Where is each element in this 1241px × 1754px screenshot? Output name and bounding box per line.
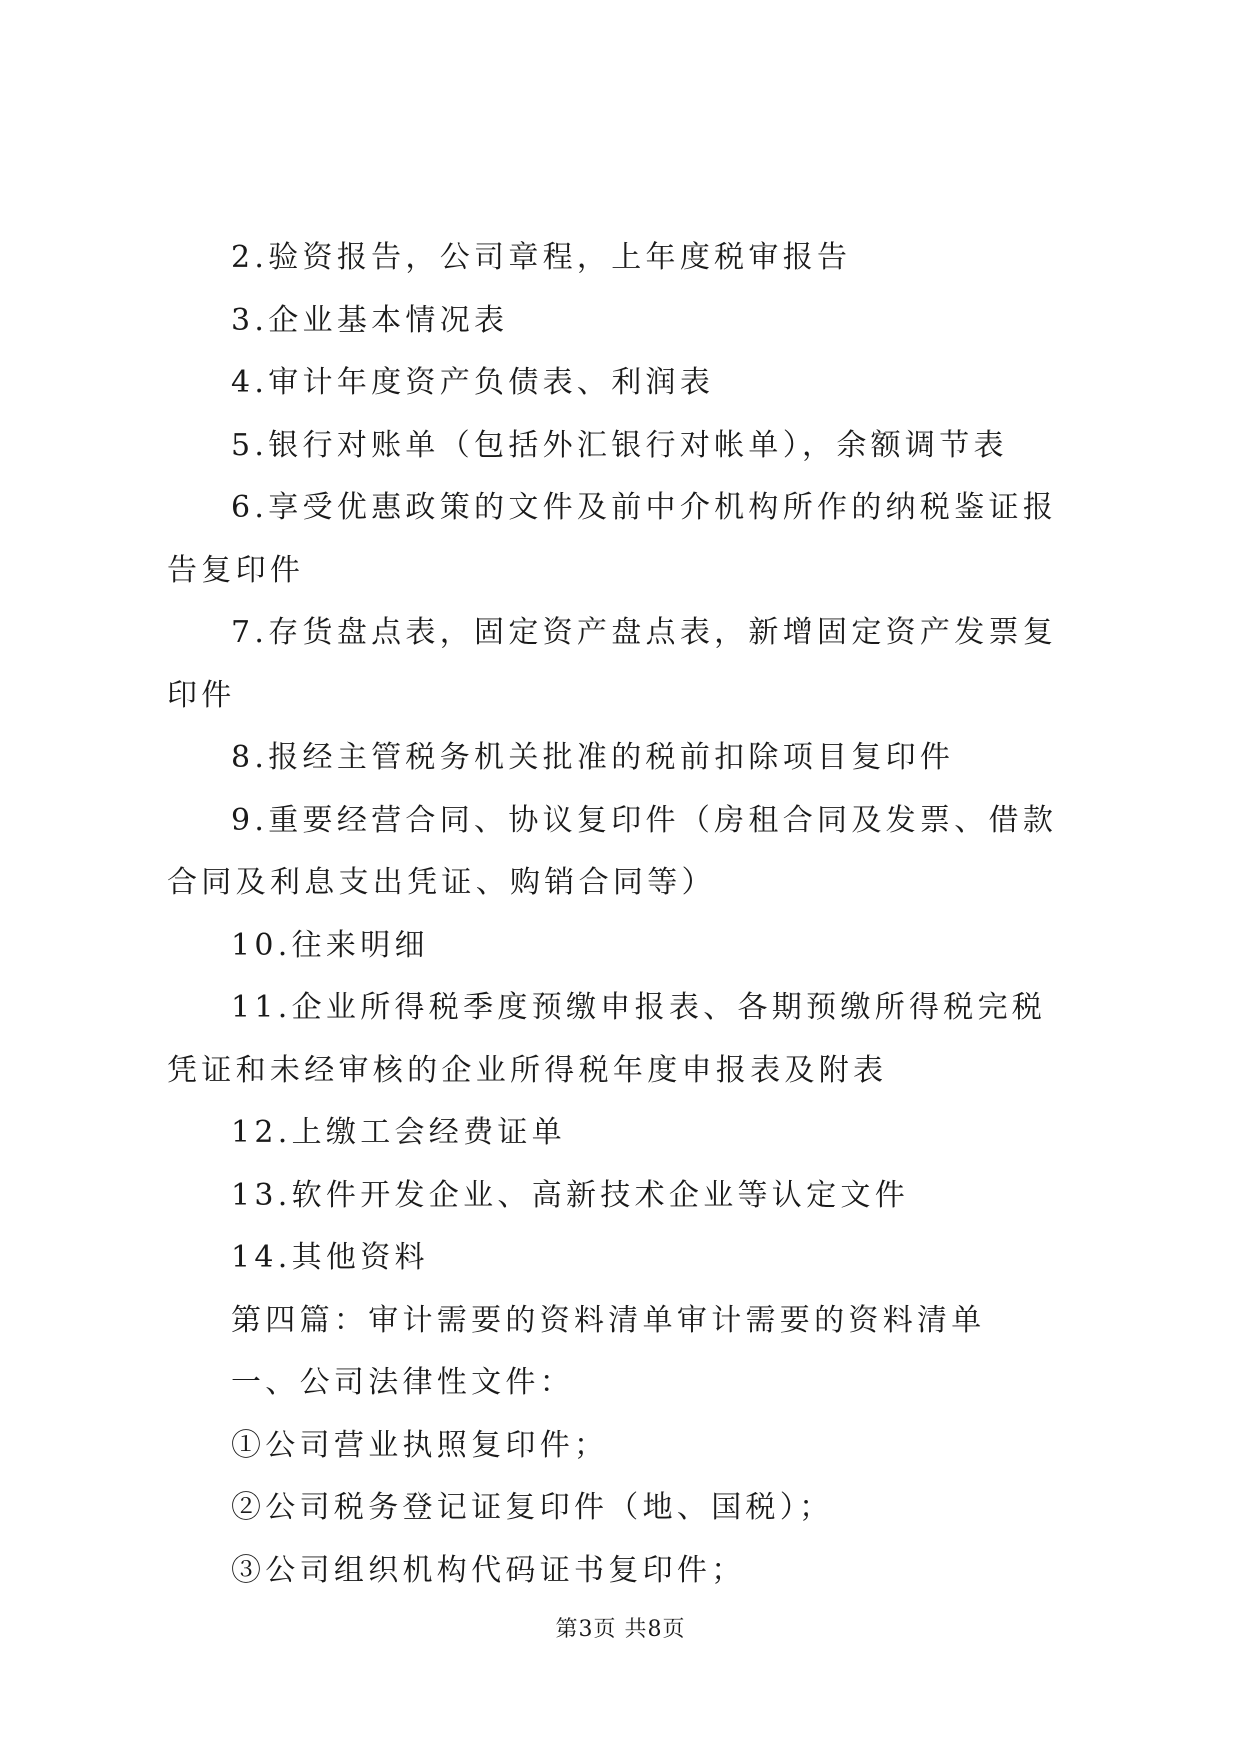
page-number-footer: 第3页 共8页 (555, 1617, 686, 1642)
paragraph: 11.企业所得税季度预缴申报表、各期预缴所得税完税凭证和未经审核的企业所得税年度申报表及附表 (167, 990, 1047, 1088)
paragraph: 10.往来明细 (231, 927, 429, 963)
list-item: ③公司组织机构代码证书复印件； (231, 1552, 746, 1588)
section-heading: 第四篇：审计需要的资料清单审计需要的资料清单 (231, 1302, 986, 1338)
paragraph: 5.银行对账单（包括外汇银行对帐单），余额调节表 (231, 427, 1008, 463)
paragraph: 9.重要经营合同、协议复印件（房租合同及发票、借款合同及利息支出凭证、购销合同等） (167, 802, 1058, 900)
paragraph: 3.企业基本情况表 (231, 302, 509, 338)
paragraph: 4.审计年度资产负债表、利润表 (231, 365, 715, 400)
paragraph: 8.报经主管税务机关批准的税前扣除项目复印件 (231, 740, 955, 775)
paragraph: 13.软件开发企业、高新技术企业等认定文件 (231, 1177, 910, 1213)
list-item: ①公司营业执照复印件； (231, 1427, 609, 1463)
paragraph: 6.享受优惠政策的文件及前中介机构所作的纳税鉴证报告复印件 (167, 490, 1058, 588)
paragraph: 12.上缴工会经费证单 (231, 1115, 567, 1150)
paragraph: 14.其他资料 (231, 1240, 429, 1275)
paragraph: 2.验资报告，公司章程，上年度税审报告 (231, 240, 852, 275)
list-item: ②公司税务登记证复印件（地、国税）； (231, 1490, 834, 1525)
subsection-heading: 一、公司法律性文件： (231, 1365, 574, 1400)
paragraph: 7.存货盘点表，固定资产盘点表，新增固定资产发票复印件 (167, 615, 1058, 713)
document-body (167, 227, 1077, 1602)
